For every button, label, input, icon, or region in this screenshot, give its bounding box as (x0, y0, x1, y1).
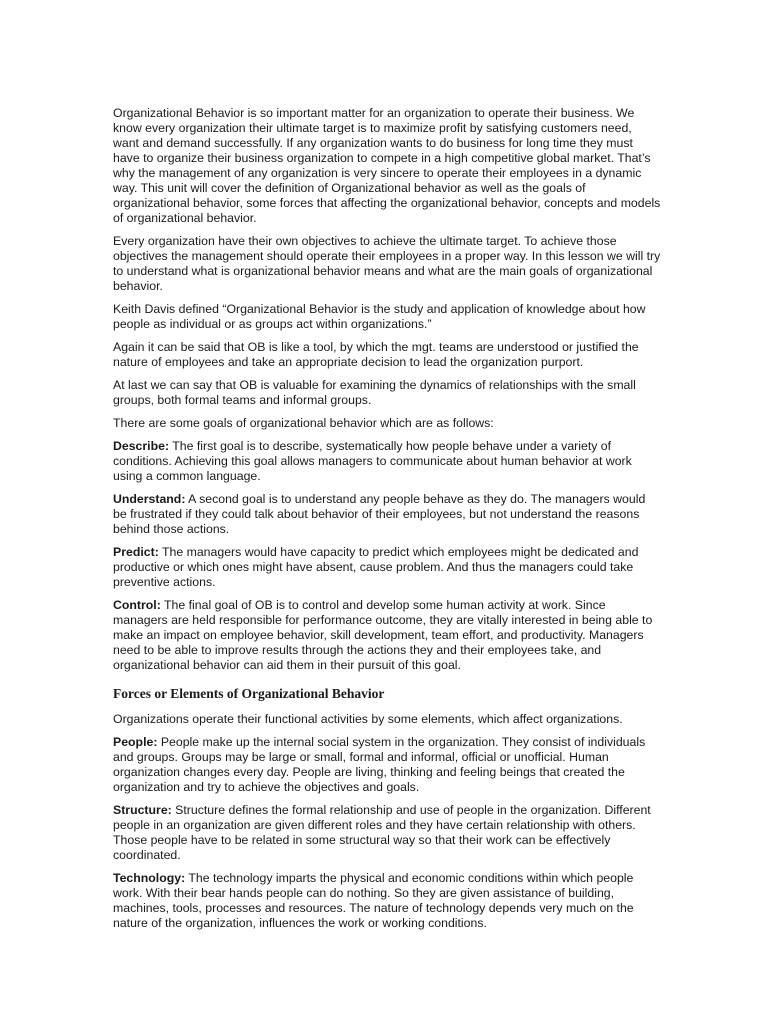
force-text: People make up the internal social system in the organization. They consist of individuals and groups. Groups may be large or small, formal and informal, official or unofficial. Human organization changes every day. People are living, thinking and feeling beings that created the organization and try to achieve the objectives and goals. (113, 735, 646, 794)
goal-term: Describe: (113, 439, 170, 453)
goal-describe (113, 439, 661, 484)
ob-value-paragraph: At last we can say that OB is valuable for examining the dynamics of relationships with the small groups, both formal teams and informal groups. (113, 378, 636, 407)
force-text: Structure defines the formal relationship and use of people in the organization. Different people in an organization are given different roles and they have certain relationship with others. Those people have to be related in some structural way so that their work can be effectively coordinated. (113, 803, 651, 862)
section-heading: Forces or Elements of Organizational Behavior (113, 686, 385, 701)
force-term: Technology: (113, 871, 186, 885)
goal-text: The final goal of OB is to control and develop some human activity at work. Since managers are held responsible for performance outcome, they are vitally interested in being able to make an impact on employee behavior, skill development, team effort, and productivity. Managers need to be able to improve results through the actions they and their employees take, and organizational behavior can aid them in their pursuit of this goal. (113, 598, 653, 672)
force-text: The technology imparts the physical and economic conditions within which people work. With their bear hands people can do nothing. So they are given assistance of building, machines, tools, processes and resources. The nature of technology depends very much on the nature of the organization, influences the work or working conditions. (113, 871, 634, 930)
force-people (113, 735, 661, 795)
force-term: People: (113, 735, 158, 749)
document-page (113, 106, 661, 939)
goal-predict (113, 545, 661, 590)
intro-paragraph-1: Organizational Behavior is so important matter for an organization to operate their business. We know every organization their ultimate target is to maximize profit by satisfying customers need, want and demand successfully. If any organization wants to do business for long time they must have to organize their business organization to compete in a high competitive global market. That’s why the management of any organization is very sincere to operate their employees in a dynamic way. This unit will cover the definition of Organizational behavior as well as the goals of organizational behavior, some forces that affecting the organizational behavior, concepts and models of organizational behavior. (113, 106, 661, 225)
definition-paragraph: Keith Davis defined “Organizational Behavior is the study and application of knowledge about how people as individual or as groups act within organizations.” (113, 302, 646, 331)
intro-paragraph-2: Every organization have their own objectives to achieve the ultimate target. To achieve those objectives the management should operate their employees in a proper way. In this lesson we will try to understand what is organizational behavior means and what are the main goals of organizational behavior. (113, 234, 661, 293)
goal-text: The first goal is to describe, systematically how people behave under a variety of conditions. Achieving this goal allows managers to communicate about human behavior at work using a common language. (113, 439, 632, 483)
forces-intro-paragraph: Organizations operate their functional activities by some elements, which affect organizations. (113, 712, 623, 726)
goal-term: Predict: (113, 545, 159, 559)
force-technology (113, 871, 661, 931)
goal-control (113, 598, 661, 673)
force-structure (113, 803, 661, 863)
goal-understand (113, 492, 661, 537)
force-term: Structure: (113, 803, 172, 817)
goal-text: The managers would have capacity to predict which employees might be dedicated and productive or which ones might have absent, cause problem. And thus the managers could take preventive actions. (113, 545, 639, 589)
goal-text: A second goal is to understand any people behave as they do. The managers would be frustrated if they could talk about behavior of their employees, but not understand the reasons behind those actions. (113, 492, 646, 536)
goal-term: Control: (113, 598, 161, 612)
goals-intro-paragraph: There are some goals of organizational behavior which are as follows: (113, 416, 494, 430)
goal-term: Understand: (113, 492, 186, 506)
ob-tool-paragraph: Again it can be said that OB is like a tool, by which the mgt. teams are understood or justified the nature of employees and take an appropriate decision to lead the organization purport. (113, 340, 639, 369)
